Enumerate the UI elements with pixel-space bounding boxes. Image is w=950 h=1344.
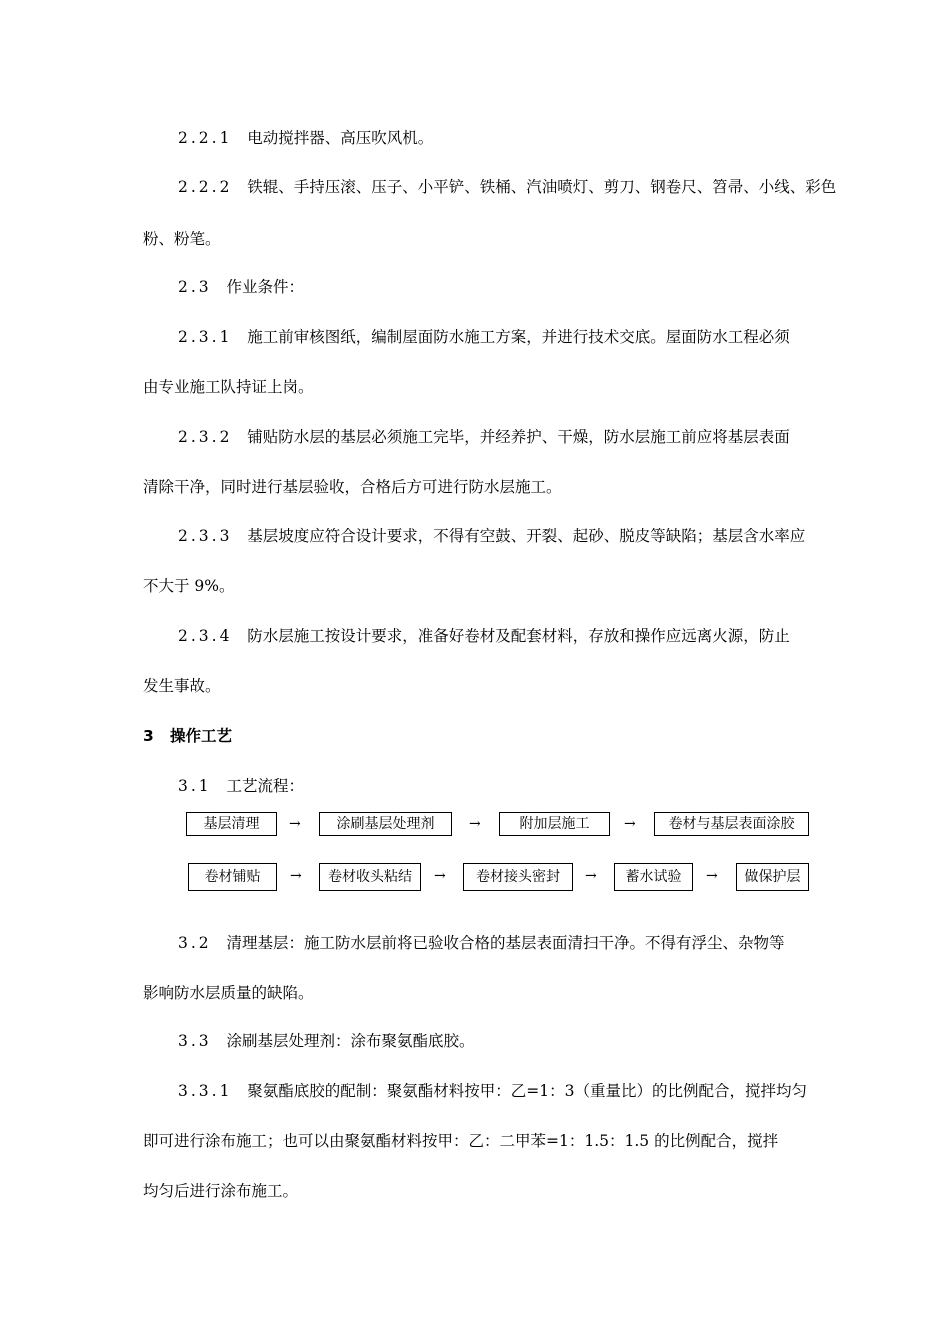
flow-step-edge-bonding: 卷材收头粘结 [319,863,421,891]
arrow-icon: → [624,816,636,832]
para-2-3 [178,277,304,297]
flow-step-clean-base: 基层清理 [186,812,277,836]
para-2-2-2-cont: 粉、粉笔。 [143,230,221,248]
para-text: 清理基层：施工防水层前将已验收合格的基层表面清扫干净。不得有浮尘、杂物等 [226,934,785,952]
para-number: 2.3 [178,278,212,296]
para-2-3-4 [178,626,790,646]
para-text: 铺贴防水层的基层必须施工完毕，并经养护、干燥，防水层施工前应将基层表面 [247,428,790,446]
para-number: 2.2.1 [178,129,233,147]
para-2-3-3 [178,526,805,546]
para-2-3-2 [178,427,790,447]
para-text: 作业条件： [226,278,304,296]
para-2-3-3-cont: 不大于 9%。 [143,577,235,595]
para-text: 电动搅拌器、高压吹风机。 [247,129,434,147]
para-text: 基层坡度应符合设计要求，不得有空鼓、开裂、起砂、脱皮等缺陷；基层含水率应 [247,527,806,545]
para-number: 2.3.3 [178,527,233,545]
section-title: 操作工艺 [170,727,233,745]
section-number: 3 [143,727,154,745]
para-2-3-1 [178,327,790,347]
para-number: 3.1 [178,777,212,795]
para-3-2-cont: 影响防水层质量的缺陷。 [143,984,314,1002]
para-2-3-4-cont: 发生事故。 [143,677,221,695]
para-number: 2.3.2 [178,428,233,446]
para-text: 铁辊、手持压滚、压子、小平铲、铁桶、汽油喷灯、剪刀、钢卷尺、笤帚、小线、彩色 [247,178,837,196]
flow-step-seam-sealing: 卷材接头密封 [463,863,573,891]
para-text: 工艺流程： [226,777,304,795]
arrow-icon: → [290,868,302,884]
para-number: 2.2.2 [178,178,233,196]
flow-step-protective-layer: 做保护层 [736,863,809,891]
arrow-icon: → [434,868,446,884]
para-3-3-1-cont2: 均匀后进行涂布施工。 [143,1182,299,1200]
arrow-icon: → [585,868,597,884]
arrow-icon: → [469,816,481,832]
para-3-3-1-cont: 即可进行涂布施工；也可以由聚氨酯材料按甲：乙：二甲苯=1：1.5：1.5 的比例配合，搅拌 [143,1132,779,1150]
para-number: 2.3.1 [178,328,233,346]
para-text: 涂刷基层处理剂：涂布聚氨酯底胶。 [226,1032,475,1050]
flow-step-additional-layer: 附加层施工 [499,812,610,836]
para-2-2-2 [178,177,836,197]
para-2-3-2-cont: 清除干净，同时进行基层验收，合格后方可进行防水层施工。 [143,478,562,496]
arrow-icon: → [706,868,718,884]
para-text: 施工前审核图纸，编制屋面防水施工方案，并进行技术交底。屋面防水工程必须 [247,328,790,346]
para-number: 3.2 [178,934,212,952]
flow-step-primer: 涂刷基层处理剂 [319,812,452,836]
section-heading [143,726,232,746]
para-3-3-1 [178,1081,807,1101]
para-number: 2.3.4 [178,627,233,645]
para-3-3 [178,1031,474,1051]
flow-step-lay-membrane: 卷材铺贴 [188,863,277,891]
para-number: 3.3.1 [178,1082,233,1100]
flow-step-water-test: 蓄水试验 [614,863,693,891]
para-3-2 [178,933,784,953]
arrow-icon: → [289,816,301,832]
para-text: 聚氨酯底胶的配制：聚氨酯材料按甲：乙=1：3（重量比）的比例配合，搅拌均匀 [247,1082,807,1100]
flow-step-apply-adhesive: 卷材与基层表面涂胶 [654,812,809,836]
para-number: 3.3 [178,1032,212,1050]
para-text: 防水层施工按设计要求，准备好卷材及配套材料，存放和操作应远离火源，防止 [247,627,790,645]
para-3-1 [178,776,304,796]
para-2-2-1 [178,128,433,148]
para-2-3-1-cont: 由专业施工队持证上岗。 [143,378,314,396]
